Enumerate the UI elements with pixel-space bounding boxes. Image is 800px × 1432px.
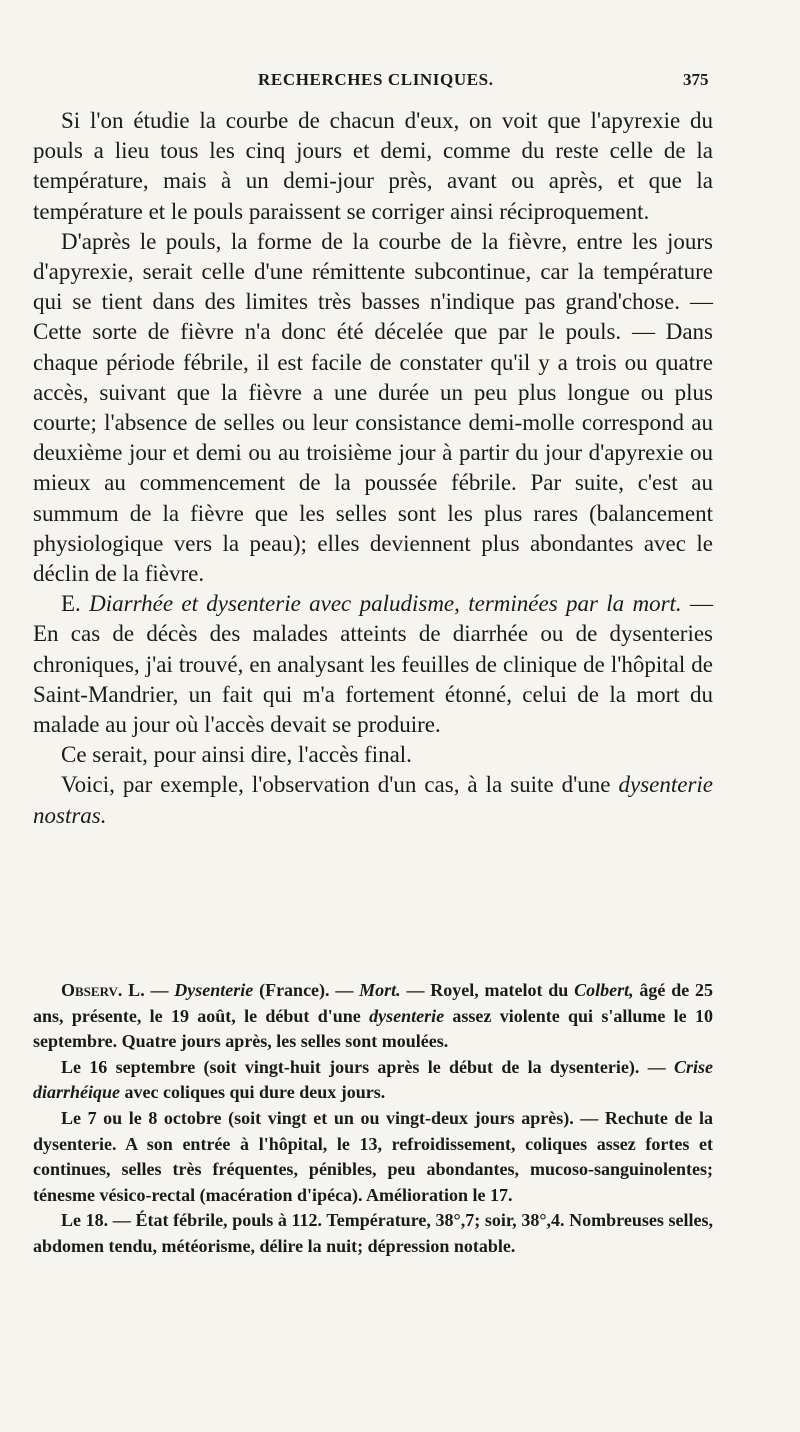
note-1-outcome: Mort. [359,980,401,1000]
note-2-rest: avec coliques qui dure deux jours. [120,1082,386,1103]
observation-label: Observ. L. [61,980,145,1000]
running-title: RECHERCHES CLINIQUES. [258,70,494,89]
paragraph-3-text: — En cas de décès des malades atteints de diarrhée ou de dysenteries chroniques, j'ai trouvé, en analysant les feuilles de clinique de l'hôpital de Saint-Mandrier, un fait qui m'a fortement étonné, celui de la mort du malade au jour où l'accès devait se produire. [33,591,713,738]
note-1 [33,978,713,1055]
paragraph-2: D'après le pouls, la forme de la courbe de la fièvre, entre les jours d'apyrexie, serait celle d'une rémittente subcontinue, car la température qui se tient dans des limites très basses n'indique pas grand'chose. — Cette sorte de fièvre n'a donc été décelée que par le pouls. — Dans chaque période fébrile, il est facile de constater qu'il y a trois ou quatre accès, suivant que la fièvre a une durée un peu plus longue ou plus courte; l'absence de selles ou leur consistance demi-molle correspond au deuxième jour et demi ou au troisième jour à partir du jour d'apyrexie ou mieux au commencement de la poussée fébrile. Par suite, c'est au summum de la fièvre que les selles sont les plus rares (balancement physiologique vers la peau); elles deviennent plus abondantes avec le déclin de la fièvre. [33,228,713,587]
note-1-ship: Colbert, [574,980,634,1000]
paragraph-5-text: Voici, par exemple, l'observation d'un cas, à la suite d'une [61,772,611,798]
note-1-sep: — [144,980,175,1000]
section-heading: Diarrhée et dysenterie avec paludisme, terminées par la mort. [89,591,682,617]
note-1-text-a: — Royel, matelot du [400,980,575,1000]
note-1-dys: dysenterie [369,1005,445,1026]
note-3: Le 7 ou le 8 octobre (soit vingt et un ou vingt-deux jours après). — Rechute de la dysenterie. A son entrée à l'hôpital, le 13, refroidissement, coliques assez fortes et continues, selles très fréquentes, pénibles, peu abondantes, mucoso-sanguinolentes; ténesme vésico-rectal (macération d'ipéca). Amélioration le 17. [33,1107,713,1205]
main-text [33,106,713,831]
note-2-italic: Crise diarrhéique [33,1056,713,1103]
note-1-disease: Dysenterie [174,980,254,1000]
paragraph-5 [33,770,713,830]
note-4: Le 18. — État fébrile, pouls à 112. Température, 38°,7; soir, 38°,4. Nombreuses selles, abdomen tendu, météorisme, délire la nuit; dépression notable. [33,1210,713,1256]
paragraph-3 [33,589,713,740]
note-1-text-c: assez violente qui s'allume le 10 septembre. Quatre jours après, les selles sont moulées. [33,1005,713,1052]
note-1-text-b: âgé de 25 ans, présente, le 19 août, le début d'une [33,980,714,1026]
note-2 [33,1055,713,1106]
page-header [0,70,800,98]
section-letter: E. [61,591,81,617]
paragraph-4: Ce serait, pour ainsi dire, l'accès final. [61,742,412,768]
note-2-text: Le 16 septembre (soit vingt-huit jours après le début de la dysenterie). — [61,1056,674,1077]
page-number: 375 [683,70,709,89]
observation-notes [33,978,713,1260]
paragraph-5-italic: dysenterie nostras. [33,772,714,828]
paragraph-1: Si l'on étudie la courbe de chacun d'eux, on voit que l'apyrexie du pouls a lieu tous les cinq jours et demi, comme du reste celle de la température, mais à un demi-jour près, avant ou après, et que la température et le pouls paraissent se corriger ainsi réciproquement. [33,108,713,224]
note-1-country: (France). — [253,980,360,1000]
